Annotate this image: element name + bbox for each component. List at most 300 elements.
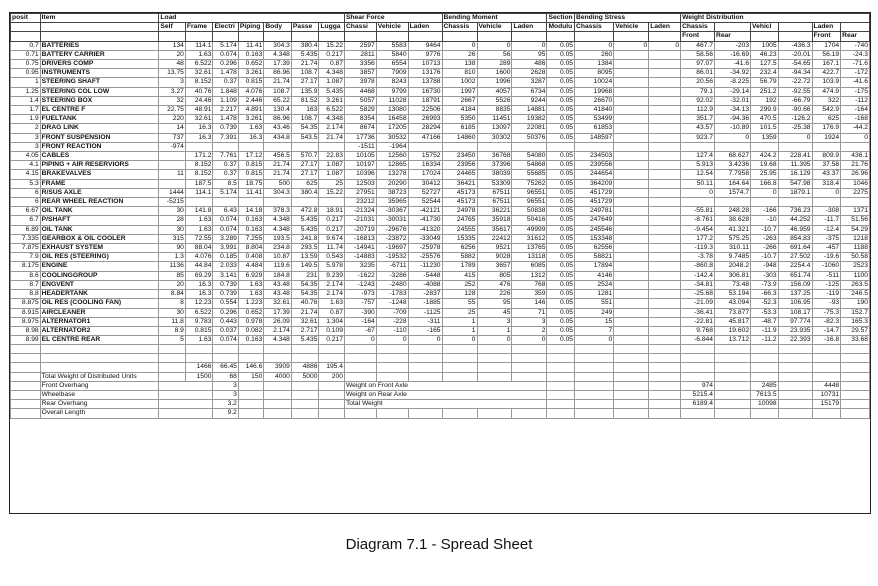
total-vehicle: 10098 (751, 400, 779, 409)
value-cell: 805 (477, 271, 512, 280)
value-cell: 135.9 (291, 87, 319, 96)
value-cell: 9.768 (681, 326, 715, 335)
cell (681, 354, 715, 363)
value-cell: -75.3 (812, 308, 841, 317)
value-cell: -10.89 (715, 124, 751, 133)
value-cell: 58.56 (681, 50, 715, 59)
overall-length-value: 9.2 (213, 409, 238, 418)
cell (159, 363, 186, 372)
value-cell: -263 (751, 234, 779, 243)
table-row (11, 115, 870, 124)
value-cell: -5448 (408, 271, 442, 280)
value-cell: 21.74 (264, 170, 292, 179)
value-cell: -228 (376, 317, 408, 326)
cell (751, 363, 779, 372)
value-cell: 114.1 (185, 188, 213, 197)
header-cell: Vehicle (376, 23, 408, 32)
item-name-cell: DRIVERS COMP (40, 60, 159, 69)
position-cell: 5.3 (11, 179, 41, 188)
value-cell: 1.304 (319, 317, 345, 326)
value-cell: 359 (512, 290, 547, 299)
value-cell: 11451 (477, 115, 512, 124)
cell (778, 363, 812, 372)
value-cell: -8.225 (715, 78, 751, 87)
value-cell: 0.05 (547, 198, 575, 207)
value-cell: 2.033 (213, 262, 238, 271)
value-cell: 228.41 (778, 152, 812, 161)
value-cell (715, 142, 751, 151)
cell (715, 345, 751, 354)
value-cell: 43.48 (264, 290, 292, 299)
value-cell: 5.435 (291, 216, 319, 225)
value-cell: -1511 (344, 142, 376, 151)
value-cell: 43.48 (264, 280, 292, 289)
value-cell: 30 (159, 225, 186, 234)
totals-label (40, 363, 159, 372)
value-cell: 108.7 (264, 87, 292, 96)
value-cell: 21.74 (264, 161, 292, 170)
value-cell: 101.5 (751, 124, 779, 133)
value-cell: 1444 (159, 188, 186, 197)
rear-axle-laden: 10731 (812, 390, 841, 399)
value-cell: 1.087 (319, 161, 345, 170)
cell (319, 390, 345, 399)
value-cell: 4.348 (319, 115, 345, 124)
cell (319, 381, 345, 390)
value-cell: 55685 (512, 170, 547, 179)
cell (376, 363, 408, 372)
value-cell: 45173 (442, 198, 477, 207)
value-cell (213, 142, 238, 151)
cell (477, 354, 512, 363)
totals-cell: 150 (238, 372, 263, 381)
header-cell: Body (264, 23, 292, 32)
cell (291, 390, 319, 399)
cell (575, 400, 614, 409)
value-cell: 0.037 (213, 326, 238, 335)
cell (376, 354, 408, 363)
value-cell: 1218 (841, 234, 870, 243)
value-cell: -166 (751, 207, 779, 216)
value-cell: 0.185 (213, 253, 238, 262)
value-cell: -1243 (344, 280, 376, 289)
value-cell: -16.8 (812, 336, 841, 345)
header-cell (841, 23, 870, 32)
value-cell: -71.6 (841, 60, 870, 69)
value-cell: 651.74 (778, 271, 812, 280)
value-cell: 30 (159, 207, 186, 216)
value-cell (649, 69, 681, 78)
value-cell: 1002 (442, 78, 477, 87)
value-cell (614, 50, 649, 59)
value-cell: 130.4 (264, 106, 292, 115)
value-cell: 138 (442, 60, 477, 69)
value-cell: -21.09 (681, 299, 715, 308)
value-cell: 0.05 (547, 244, 575, 253)
value-cell: 18791 (408, 96, 442, 105)
summary-row (11, 409, 870, 418)
value-cell: 0.05 (547, 317, 575, 326)
value-cell (264, 142, 292, 151)
value-cell: 0.074 (213, 225, 238, 234)
value-cell (614, 170, 649, 179)
header-cell (291, 32, 319, 41)
item-name-cell: REAR WHEEL REACTION (40, 198, 159, 207)
header-cell (614, 32, 649, 41)
value-cell: 3 (477, 317, 512, 326)
cell (477, 363, 512, 372)
totals-cell: 4886 (291, 363, 319, 372)
value-cell: 167.1 (812, 60, 841, 69)
rear-axle-label: Weight on Rear Axle (344, 390, 547, 399)
value-cell: -25.38 (778, 124, 812, 133)
position-cell: 1 (11, 78, 41, 87)
cell (841, 381, 870, 390)
value-cell: 380.4 (291, 41, 319, 50)
header-cell: Laden (408, 23, 442, 32)
value-cell: 12560 (376, 152, 408, 161)
cell (238, 354, 263, 363)
cell (11, 381, 41, 390)
spreadsheet-table (10, 13, 870, 419)
value-cell: 4.891 (238, 106, 263, 115)
value-cell: 5.435 (291, 225, 319, 234)
value-cell: 17736 (344, 133, 376, 142)
value-cell: 8835 (477, 106, 512, 115)
value-cell: 15.22 (319, 41, 345, 50)
value-cell: -126.2 (778, 115, 812, 124)
value-cell: 0 (681, 188, 715, 197)
value-cell: 351.7 (681, 115, 715, 124)
value-cell: 58821 (575, 253, 614, 262)
value-cell (291, 142, 319, 151)
value-cell (614, 299, 649, 308)
value-cell: 5.174 (213, 41, 238, 50)
table-row (11, 326, 870, 335)
value-cell: 28294 (408, 124, 442, 133)
value-cell: -119.3 (681, 244, 715, 253)
value-cell: 220 (159, 115, 186, 124)
position-cell: 4.15 (11, 170, 41, 179)
value-cell: 10024 (575, 78, 614, 87)
cell (841, 345, 870, 354)
value-cell: 88.04 (185, 244, 213, 253)
cell (547, 372, 575, 381)
value-cell: 28 (159, 216, 186, 225)
value-cell: 5583 (376, 41, 408, 50)
value-cell: 0.296 (213, 60, 238, 69)
cell (681, 345, 715, 354)
value-cell: 30412 (408, 179, 442, 188)
value-cell: 476 (477, 280, 512, 289)
value-cell: 0 (512, 336, 547, 345)
value-cell: 7.7958 (715, 170, 751, 179)
value-cell: 54.35 (291, 124, 319, 133)
value-cell: 5526 (477, 96, 512, 105)
value-cell: -266 (751, 244, 779, 253)
cell (715, 363, 751, 372)
value-cell (649, 299, 681, 308)
header-cell (40, 32, 159, 41)
cell (408, 372, 442, 381)
value-cell: 3978 (344, 78, 376, 87)
value-cell: 22.83 (319, 152, 345, 161)
value-cell: 4.348 (264, 50, 292, 59)
value-cell: -10 (751, 216, 779, 225)
value-cell: 0.815 (238, 78, 263, 87)
value-cell (649, 188, 681, 197)
value-cell: 12865 (376, 161, 408, 170)
header-cell: Bending Moment (442, 14, 547, 23)
value-cell (614, 115, 649, 124)
cell (812, 372, 841, 381)
value-cell: 36421 (442, 179, 477, 188)
value-cell (649, 271, 681, 280)
value-cell (649, 179, 681, 188)
cell (344, 372, 376, 381)
header-cell (238, 32, 263, 41)
value-cell: 8.5 (213, 179, 238, 188)
value-cell: 13.712 (715, 336, 751, 345)
value-cell: 1996 (477, 78, 512, 87)
position-cell: 2 (11, 124, 41, 133)
value-cell: 15752 (408, 152, 442, 161)
value-cell: 768 (512, 280, 547, 289)
item-name-cell: OIL RES (COOLING FAN) (40, 299, 159, 308)
value-cell: -457 (812, 244, 841, 253)
value-cell: -119 (812, 290, 841, 299)
value-cell: -1060 (812, 262, 841, 271)
cell (841, 354, 870, 363)
value-cell: 4.484 (238, 262, 263, 271)
cell (213, 345, 238, 354)
value-cell: 9799 (376, 87, 408, 96)
value-cell: 22506 (408, 106, 442, 115)
value-cell: 0 (408, 336, 442, 345)
cell (11, 345, 41, 354)
value-cell: 0.739 (213, 124, 238, 133)
value-cell (649, 234, 681, 243)
header-cell: Chassi (344, 23, 376, 32)
cell (442, 363, 477, 372)
value-cell: 43.46 (264, 124, 292, 133)
cell (264, 390, 292, 399)
value-cell (649, 336, 681, 345)
value-cell: 8354 (344, 115, 376, 124)
header-cell: Chassis (575, 23, 614, 32)
value-cell (649, 87, 681, 96)
value-cell: 13278 (376, 170, 408, 179)
value-cell (614, 78, 649, 87)
value-cell: 0.87 (319, 308, 345, 317)
value-cell: 4468 (344, 87, 376, 96)
value-cell: 0.082 (238, 326, 263, 335)
value-cell (512, 142, 547, 151)
value-cell: 12.23 (185, 299, 213, 308)
cell (408, 409, 442, 418)
value-cell: 20290 (376, 179, 408, 188)
item-name-cell: COOLINGGROUP (40, 271, 159, 280)
value-cell (715, 198, 751, 207)
value-cell: 32.61 (291, 317, 319, 326)
value-cell: 56.19 (812, 50, 841, 59)
item-name-cell: OIL RES (STEERING) (40, 253, 159, 262)
cell (291, 409, 319, 418)
cell (344, 354, 376, 363)
cell (442, 372, 477, 381)
value-cell: 474.9 (812, 87, 841, 96)
value-cell: 13788 (408, 78, 442, 87)
value-cell (841, 142, 870, 151)
value-cell: 52544 (408, 198, 442, 207)
value-cell (841, 198, 870, 207)
value-cell: -36.41 (681, 308, 715, 317)
value-cell: -16.69 (715, 50, 751, 59)
value-cell: 1.63 (238, 124, 263, 133)
value-cell: 1.478 (213, 115, 238, 124)
value-cell: 184.8 (264, 271, 292, 280)
value-cell: 49999 (512, 225, 547, 234)
value-cell (681, 142, 715, 151)
value-cell: 315 (159, 234, 186, 243)
value-cell: 50376 (512, 133, 547, 142)
value-cell: 0 (477, 336, 512, 345)
value-cell: 187.5 (185, 179, 213, 188)
value-cell: -740 (841, 41, 870, 50)
value-cell (649, 216, 681, 225)
cell (841, 390, 870, 399)
value-cell: 8.9 (159, 326, 186, 335)
header-cell: Lugga (319, 23, 345, 32)
table-row (11, 78, 870, 87)
value-cell: 54868 (512, 161, 547, 170)
item-name-cell: OIL TANK (40, 207, 159, 216)
value-cell (614, 207, 649, 216)
value-cell: 0.443 (213, 317, 238, 326)
value-cell: -30367 (376, 207, 408, 216)
value-cell: 1005 (751, 41, 779, 50)
value-cell: 86.01 (681, 69, 715, 78)
header-cell (213, 32, 238, 41)
item-name-cell: P/SHAFT (40, 216, 159, 225)
cell (715, 372, 751, 381)
value-cell: 5350 (442, 115, 477, 124)
value-cell: 26670 (575, 96, 614, 105)
value-cell: 53.194 (715, 290, 751, 299)
value-cell: 0.074 (213, 216, 238, 225)
header-cell (159, 32, 186, 41)
cell (715, 409, 751, 418)
front-overhang-label: Front Overhang (40, 381, 159, 390)
value-cell: 5.978 (319, 262, 345, 271)
item-name-cell: INSTRUMENTS (40, 69, 159, 78)
position-cell: 8.98 (11, 326, 41, 335)
value-cell: 5.435 (291, 336, 319, 345)
value-cell: 26.09 (264, 317, 292, 326)
cell (812, 363, 841, 372)
value-cell (649, 207, 681, 216)
cell (408, 345, 442, 354)
value-cell: 134 (159, 41, 186, 50)
value-cell: 11.74 (319, 244, 345, 253)
value-cell: 30532 (376, 133, 408, 142)
value-cell (614, 317, 649, 326)
value-cell: -14941 (344, 244, 376, 253)
header-cell: Front (681, 32, 715, 41)
value-cell: 47166 (408, 133, 442, 142)
cell (547, 345, 575, 354)
position-cell: 3 (11, 142, 41, 151)
cell (649, 363, 681, 372)
value-cell: -11230 (408, 262, 442, 271)
value-cell: -311 (408, 317, 442, 326)
value-cell (264, 198, 292, 207)
value-cell: 4184 (442, 106, 477, 115)
value-cell: -25978 (408, 244, 442, 253)
cell (264, 400, 292, 409)
value-cell: 1.478 (213, 69, 238, 78)
header-cell (442, 32, 477, 41)
value-cell: 6734 (512, 87, 547, 96)
value-cell: 4.348 (319, 69, 345, 78)
cell (376, 372, 408, 381)
value-cell: 2523 (841, 262, 870, 271)
value-cell: 1359 (751, 133, 779, 142)
cell (408, 363, 442, 372)
header-cell (376, 32, 408, 41)
value-cell (319, 142, 345, 151)
spacer-row (11, 354, 870, 363)
value-cell: 10396 (344, 170, 376, 179)
value-cell: 2811 (344, 50, 376, 59)
value-cell: 15335 (442, 234, 477, 243)
value-cell: -21031 (344, 216, 376, 225)
value-cell: 3287 (512, 78, 547, 87)
cell (319, 354, 345, 363)
value-cell: 9776 (408, 50, 442, 59)
value-cell: 1.63 (185, 216, 213, 225)
value-cell: 10105 (344, 152, 376, 161)
value-cell: 247649 (575, 216, 614, 225)
value-cell: -66.3 (751, 290, 779, 299)
cell (477, 372, 512, 381)
value-cell: 12.54 (681, 170, 715, 179)
table-row (11, 87, 870, 96)
rear-overhang-value: 3.2 (213, 400, 238, 409)
value-cell: -34.13 (715, 106, 751, 115)
value-cell: 12503 (344, 179, 376, 188)
cell (778, 354, 812, 363)
value-cell: 15 (575, 317, 614, 326)
value-cell: 67511 (477, 198, 512, 207)
value-cell: 625 (812, 115, 841, 124)
value-cell: 16.3 (185, 280, 213, 289)
cell (778, 400, 812, 409)
value-cell: 177.2 (681, 234, 715, 243)
header-cell: Laden (812, 23, 841, 32)
table-row (11, 317, 870, 326)
value-cell: -110 (376, 326, 408, 335)
value-cell: 4.076 (185, 253, 213, 262)
value-cell (751, 142, 779, 151)
value-cell: 0.05 (547, 179, 575, 188)
value-cell: 5.913 (681, 161, 715, 170)
value-cell: 8.152 (185, 170, 213, 179)
value-cell: -203 (715, 41, 751, 50)
value-cell: 249 (575, 308, 614, 317)
totals-cell: 195.4 (319, 363, 345, 372)
value-cell: -11.9 (751, 326, 779, 335)
